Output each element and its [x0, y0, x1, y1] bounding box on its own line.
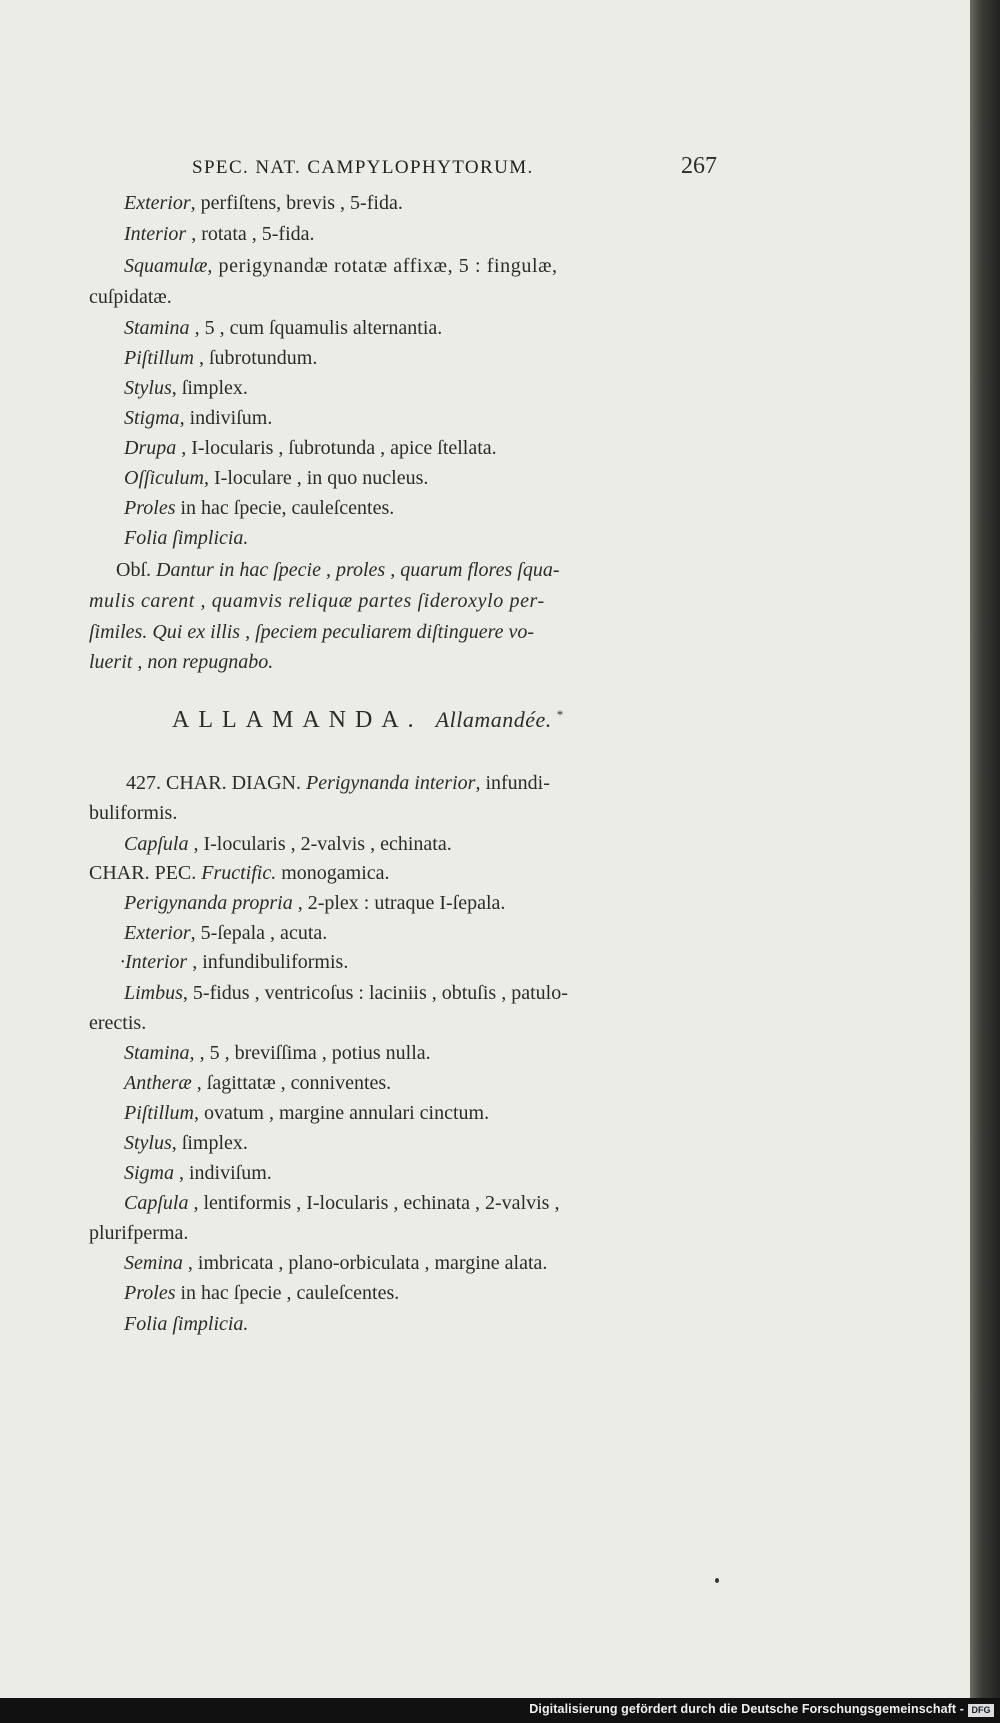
- text-line: buliformis.: [89, 802, 178, 824]
- book-binding-edge: [970, 0, 1000, 1698]
- text-line: Stigma, indiviſum.: [124, 407, 273, 429]
- text-line: Proles in hac ſpecie, cauleſcentes.: [124, 497, 395, 519]
- text-line: Folia ſimplicia.: [124, 527, 249, 549]
- ink-spot: [715, 1578, 719, 1583]
- text-line: Oſſiculum, I-loculare , in quo nucleus.: [124, 467, 429, 489]
- text-line: Sigma , indiviſum.: [124, 1162, 272, 1184]
- footer-bar: [0, 1698, 1000, 1723]
- dfg-logo: DFG: [968, 1704, 994, 1717]
- text-line: Piſtillum , ſubrotundum.: [124, 347, 318, 369]
- running-title: SPEC. NAT. CAMPYLOPHYTORUM.: [192, 157, 534, 178]
- text-line: Semina , imbricata , plano-orbiculata , margine alata.: [124, 1252, 548, 1274]
- text-line: Stamina , 5 , cum ſquamulis alternantia.: [124, 317, 443, 339]
- text-line: erectis.: [89, 1012, 147, 1034]
- observation-line: luerit , non repugnabo.: [89, 651, 274, 673]
- genus-heading: ALLAMANDA. Allamandée. *: [172, 707, 564, 733]
- text-line: Antheræ , ſagittatæ , conniventes.: [124, 1072, 392, 1094]
- text-line: Interior , rotata , 5-fida.: [124, 223, 315, 245]
- text-line: plurifperma.: [89, 1222, 189, 1244]
- text-line: cuſpidatæ.: [89, 286, 172, 308]
- text-line: Exterior, perfiſtens, brevis , 5-fida.: [124, 192, 403, 214]
- text-line: CHAR. PEC. Fructific. monogamica.: [89, 862, 390, 884]
- text-line: Limbus, 5-fidus , ventricoſus : laciniis , obtuſis , patulo-: [124, 982, 568, 1004]
- text-line: Drupa , I-locularis , ſubrotunda , apice ſtellata.: [124, 437, 497, 459]
- text-line: Squamulæ, perigynandæ rotatæ affixæ, 5 : fingulæ,: [124, 255, 558, 277]
- observation-line: Obſ. Dantur in hac ſpecie , proles , quarum flores ſqua-: [116, 559, 560, 581]
- text-line: Stamina, , 5 , breviſſima , potius nulla.: [124, 1042, 431, 1064]
- text-line: Stylus, ſimplex.: [124, 377, 248, 399]
- page-number: 267: [681, 153, 717, 179]
- observation-line: mulis carent , quamvis reliquæ partes ſideroxylo per-: [89, 590, 545, 612]
- text-line: Stylus, ſimplex.: [124, 1132, 248, 1154]
- text-line: Folia ſimplicia.: [124, 1313, 249, 1335]
- text-line: Piſtillum, ovatum , margine annulari cinctum.: [124, 1102, 490, 1124]
- observation-line: ſimiles. Qui ex illis , ſpeciem peculiarem diſtinguere vo-: [89, 621, 535, 643]
- text-line: Exterior, 5-ſepala , acuta.: [124, 922, 328, 944]
- text-line: ·Interior , infundibuliformis.: [120, 951, 349, 973]
- text-line: Proles in hac ſpecie , cauleſcentes.: [124, 1282, 400, 1304]
- digitization-credit: Digitalisierung gefördert durch die Deutsche Forschungsgemeinschaft -: [529, 1702, 964, 1716]
- text-line: Capſula , lentiformis , I-locularis , echinata , 2-valvis ,: [124, 1192, 560, 1214]
- text-line: Perigynanda propria , 2-plex : utraque I-ſepala.: [124, 892, 506, 914]
- text-line: 427. CHAR. DIAGN. Perigynanda interior, infundi-: [126, 772, 550, 794]
- text-line: Capſula , I-locularis , 2-valvis , echinata.: [124, 833, 452, 855]
